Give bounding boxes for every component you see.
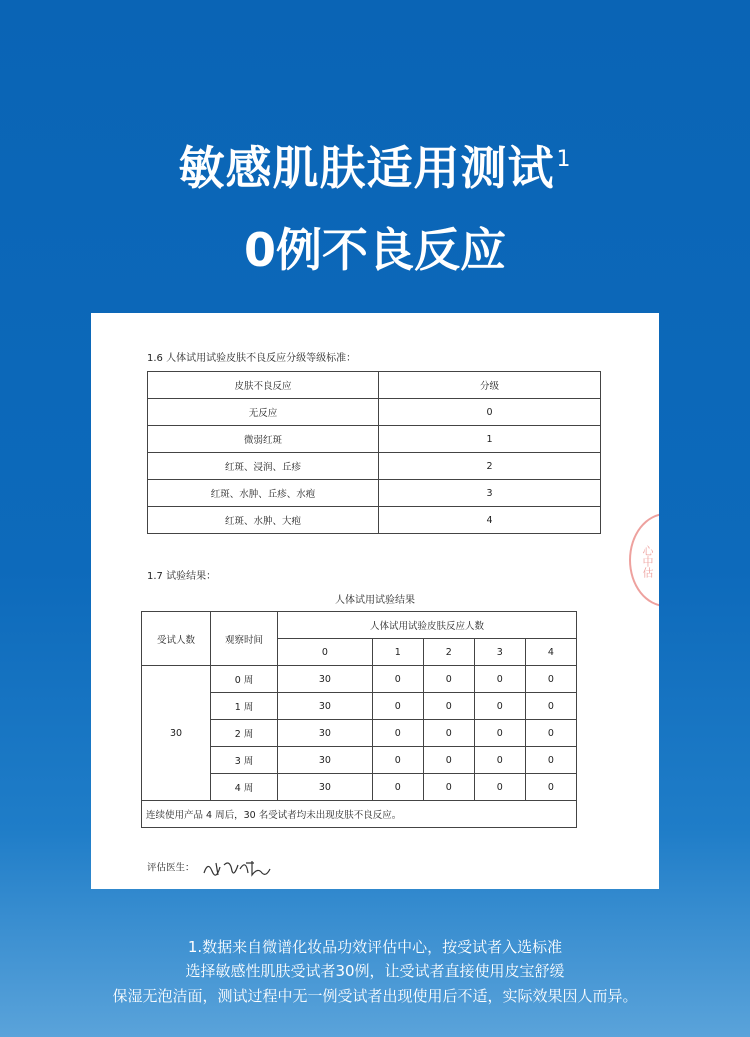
table-cell: 0: [525, 720, 576, 747]
table-cell: 0: [423, 747, 474, 774]
table-cell: 0: [423, 774, 474, 801]
table-header: 受试人数: [142, 612, 211, 666]
footnote-mark: 1: [556, 147, 572, 172]
table-cell: 0: [372, 693, 423, 720]
table-cell: 0: [372, 666, 423, 693]
table-cell: 3 周: [211, 747, 278, 774]
table-cell: 0: [423, 666, 474, 693]
table-row: [148, 453, 601, 480]
table-row: [142, 666, 577, 693]
table-header: 观察时间: [211, 612, 278, 666]
table-cell: 0: [379, 399, 601, 426]
table-cell: 红斑、浸润、丘疹: [148, 453, 379, 480]
results-note: 连续使用产品 4 周后，30 名受试者均未出现皮肤不良反应。: [142, 801, 577, 828]
test-report-document: [91, 313, 659, 889]
table-cell: 0: [525, 693, 576, 720]
page-subtitle: 0例不良反应: [243, 223, 506, 277]
table-cell: 30: [142, 666, 211, 801]
footer-line-2: 选择敏感性肌肤受试者30例，让受试者直接使用皮宝舒缓: [185, 962, 565, 980]
table-header-row: [142, 612, 577, 639]
table-cell: 30: [278, 666, 373, 693]
table-row: [142, 801, 577, 828]
table-cell: 0: [525, 774, 576, 801]
grading-table: [147, 371, 601, 534]
table-row: [148, 426, 601, 453]
table-cell: 红斑、水肿、丘疹、水疱: [148, 480, 379, 507]
table-header-row: [148, 372, 601, 399]
table-header: 2: [423, 639, 474, 666]
table-header: 1: [372, 639, 423, 666]
section-results-title: 1.7 试验结果：: [147, 571, 217, 582]
table-cell: 0: [423, 720, 474, 747]
table-cell: 1 周: [211, 693, 278, 720]
table-cell: 30: [278, 747, 373, 774]
table-row: [148, 480, 601, 507]
table-cell: 0: [372, 774, 423, 801]
evaluator-signature: [147, 857, 272, 879]
table-cell: 0: [474, 747, 525, 774]
table-cell: 微弱红斑: [148, 426, 379, 453]
page-title: 敏感肌肤适用测试$^1$: [178, 141, 572, 195]
table-cell: 0: [525, 666, 576, 693]
footer-line-1: 1.数据来自微谱化妆品功效评估中心，按受试者入选标准: [187, 938, 563, 956]
table-cell: 0: [474, 693, 525, 720]
table-header: 0: [278, 639, 373, 666]
table-cell: 30: [278, 693, 373, 720]
table-header: 人体试用试验皮肤反应人数: [278, 612, 577, 639]
table-cell: 0: [474, 720, 525, 747]
table-cell: 0: [372, 720, 423, 747]
table-cell: 4: [379, 507, 601, 534]
results-table-caption: 人体试用试验结果: [335, 595, 415, 606]
table-header: 皮肤不良反应: [148, 372, 379, 399]
table-cell: 0: [423, 693, 474, 720]
table-cell: 1: [379, 426, 601, 453]
table-cell: 30: [278, 774, 373, 801]
table-row: [148, 399, 601, 426]
table-cell: 2 周: [211, 720, 278, 747]
signature-icon: [202, 857, 272, 879]
section-grading-title: 1.6 人体试用试验皮肤不良反应分级等级标准：: [147, 353, 357, 364]
table-row: [148, 507, 601, 534]
table-cell: 3: [379, 480, 601, 507]
table-cell: 0: [474, 666, 525, 693]
table-cell: 无反应: [148, 399, 379, 426]
table-cell: 4 周: [211, 774, 278, 801]
table-cell: 2: [379, 453, 601, 480]
results-table: [141, 611, 577, 828]
footer-line-3: 保湿无泡洁面，测试过程中无一例受试者出现使用后不适，实际效果因人而异。: [112, 987, 638, 1005]
table-header: 分级: [379, 372, 601, 399]
table-cell: 0 周: [211, 666, 278, 693]
evaluator-label: 评估医生：: [147, 862, 195, 874]
table-header: 3: [474, 639, 525, 666]
table-cell: 红斑、水肿、大疱: [148, 507, 379, 534]
official-seal: 心中估: [629, 513, 659, 607]
table-cell: 0: [372, 747, 423, 774]
table-header: 4: [525, 639, 576, 666]
table-cell: 30: [278, 720, 373, 747]
table-cell: 0: [525, 747, 576, 774]
table-cell: 0: [474, 774, 525, 801]
